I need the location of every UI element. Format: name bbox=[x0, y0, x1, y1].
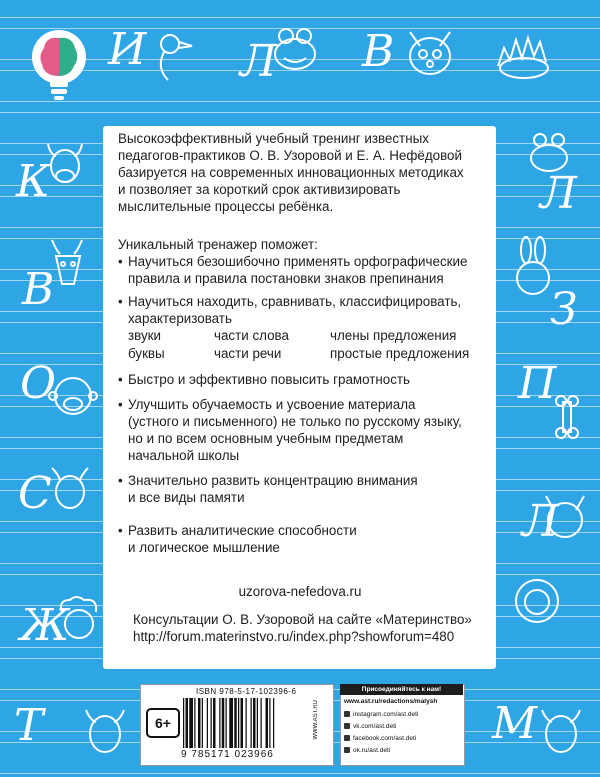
age-rating-badge: 6+ bbox=[146, 708, 180, 738]
isbn-text: ISBN 978-5-17-102396-6 bbox=[196, 687, 297, 696]
grid-cell: простые предложения bbox=[330, 346, 470, 361]
cow-icon bbox=[80, 700, 130, 760]
barcode bbox=[181, 698, 309, 748]
intro-paragraph bbox=[118, 130, 490, 215]
decorative-letter: В bbox=[22, 264, 55, 315]
list-item-line: (устного и письменного) не только по русскому языку, bbox=[128, 414, 462, 429]
list-item-line: Научиться безошибочно применять орфографические bbox=[128, 254, 468, 269]
list-item-line: Научиться находить, сравнивать, классифицировать, bbox=[128, 294, 462, 309]
bird-icon bbox=[148, 28, 194, 84]
brain-lightbulb-icon bbox=[30, 28, 88, 104]
publisher-site: WWW.AST.RU bbox=[313, 700, 319, 740]
lead-text: Уникальный тренажер поможет: bbox=[118, 237, 318, 252]
intro-line: Высокоэффективный учебный тренинг известных bbox=[118, 131, 429, 146]
list-item-line: Значительно развить концентрацию внимания bbox=[128, 473, 418, 488]
social-link[interactable] bbox=[344, 723, 396, 731]
cow-icon bbox=[536, 700, 586, 760]
cow-icon bbox=[40, 136, 90, 192]
goat-icon bbox=[42, 236, 94, 290]
bullet-icon: • bbox=[118, 397, 123, 412]
bone-icon bbox=[552, 394, 582, 440]
decorative-letter: И bbox=[108, 24, 147, 75]
list-item-line: начальной школы bbox=[128, 448, 240, 463]
intro-line: педагогов-практиков О. В. Узоровой и Е. А. Нефёдовой bbox=[118, 148, 462, 163]
grid-cell: буквы bbox=[128, 346, 165, 361]
forum-link[interactable]: http://forum.materinstvo.ru/index.php?showforum=480 bbox=[133, 629, 455, 644]
decorative-letter: Т bbox=[14, 700, 44, 751]
social-link-text: vk.com/ast.deti bbox=[353, 723, 397, 730]
intro-line: и позволяет за короткий срок активизировать bbox=[118, 182, 401, 197]
decorative-letter: В bbox=[362, 26, 395, 77]
decorative-letter: О bbox=[20, 358, 57, 409]
social-link[interactable] bbox=[344, 747, 390, 755]
bullet-icon: • bbox=[118, 294, 123, 309]
list-item bbox=[118, 253, 493, 287]
decorative-letter: С bbox=[18, 468, 52, 519]
consult-line: Консультации О. В. Узоровой на сайте «Материнство» bbox=[133, 612, 472, 627]
decorative-letter: Л bbox=[522, 496, 559, 547]
bullet-icon: • bbox=[118, 523, 123, 538]
decorative-letter: М bbox=[492, 698, 538, 749]
bullet-icon: • bbox=[118, 473, 123, 488]
list-item bbox=[118, 472, 493, 506]
social-title: Присоединяйтесь к нам! bbox=[340, 684, 463, 695]
frog-icon bbox=[526, 130, 572, 174]
website-link[interactable]: uzorova-nefedova.ru bbox=[238, 584, 362, 599]
list-item-line: правила и правила постановки знаков препинания bbox=[128, 271, 444, 286]
bullet-icon: • bbox=[118, 254, 123, 269]
decorative-letter: Л bbox=[540, 168, 577, 219]
decorative-letter: П bbox=[518, 358, 557, 409]
social-link[interactable] bbox=[344, 735, 416, 743]
hedgehog-icon bbox=[492, 26, 556, 82]
frog-icon bbox=[270, 24, 320, 74]
decorative-letter: К bbox=[16, 156, 51, 207]
grid-cell: части речи bbox=[214, 346, 282, 361]
rabbit-icon bbox=[510, 236, 556, 298]
odnoklassniki-icon bbox=[344, 747, 350, 753]
social-link[interactable] bbox=[344, 698, 437, 706]
list-item-line: Развить аналитические способности bbox=[128, 523, 357, 538]
raccoon-icon bbox=[404, 26, 456, 80]
consultation-info bbox=[133, 611, 493, 645]
decorative-letter: Л bbox=[240, 36, 277, 87]
grid-cell: части слова bbox=[214, 328, 289, 343]
list-item-line: Быстро и эффективно повысить грамотность bbox=[128, 372, 411, 387]
decorative-letter: Ж bbox=[20, 600, 70, 651]
list-item-line: Улучшить обучаемость и усвоение материала bbox=[128, 397, 416, 412]
intro-line: базируется на современных инновационных методиках bbox=[118, 165, 464, 180]
sheep-icon bbox=[54, 592, 104, 642]
social-link[interactable] bbox=[344, 711, 418, 719]
social-link-text: www.ast.ru/redactions/malysh bbox=[344, 698, 438, 705]
social-link-text: facebook.com/ast.deti bbox=[353, 735, 417, 742]
bullet-icon: • bbox=[118, 372, 123, 387]
intro-line: мыслительные процессы ребёнка. bbox=[118, 199, 334, 214]
goat-icon bbox=[44, 462, 96, 514]
social-link-text: instagram.com/ast.deti bbox=[353, 711, 419, 718]
list-item-line: характеризовать bbox=[128, 311, 232, 326]
grid-cell: члены предложения bbox=[330, 328, 457, 343]
list-item bbox=[118, 293, 493, 327]
list-item bbox=[118, 522, 493, 556]
instagram-icon bbox=[344, 711, 350, 717]
grid-cell: звуки bbox=[128, 328, 161, 343]
monkey-icon bbox=[48, 374, 98, 420]
list-item bbox=[118, 371, 493, 388]
cat-icon bbox=[540, 490, 590, 540]
social-link-text: ok.ru/ast.deti bbox=[353, 747, 391, 754]
barcode-number: 9 785171 023966 bbox=[181, 749, 274, 760]
list-item-line: и логическое мышление bbox=[128, 540, 280, 555]
list-item-line: но и по всем основным учебным предметам bbox=[128, 431, 404, 446]
list-item bbox=[118, 396, 493, 464]
decorative-letter: З bbox=[550, 284, 578, 335]
facebook-icon bbox=[344, 735, 350, 741]
list-item-line: и все виды памяти bbox=[128, 490, 245, 505]
vk-icon bbox=[344, 723, 350, 729]
